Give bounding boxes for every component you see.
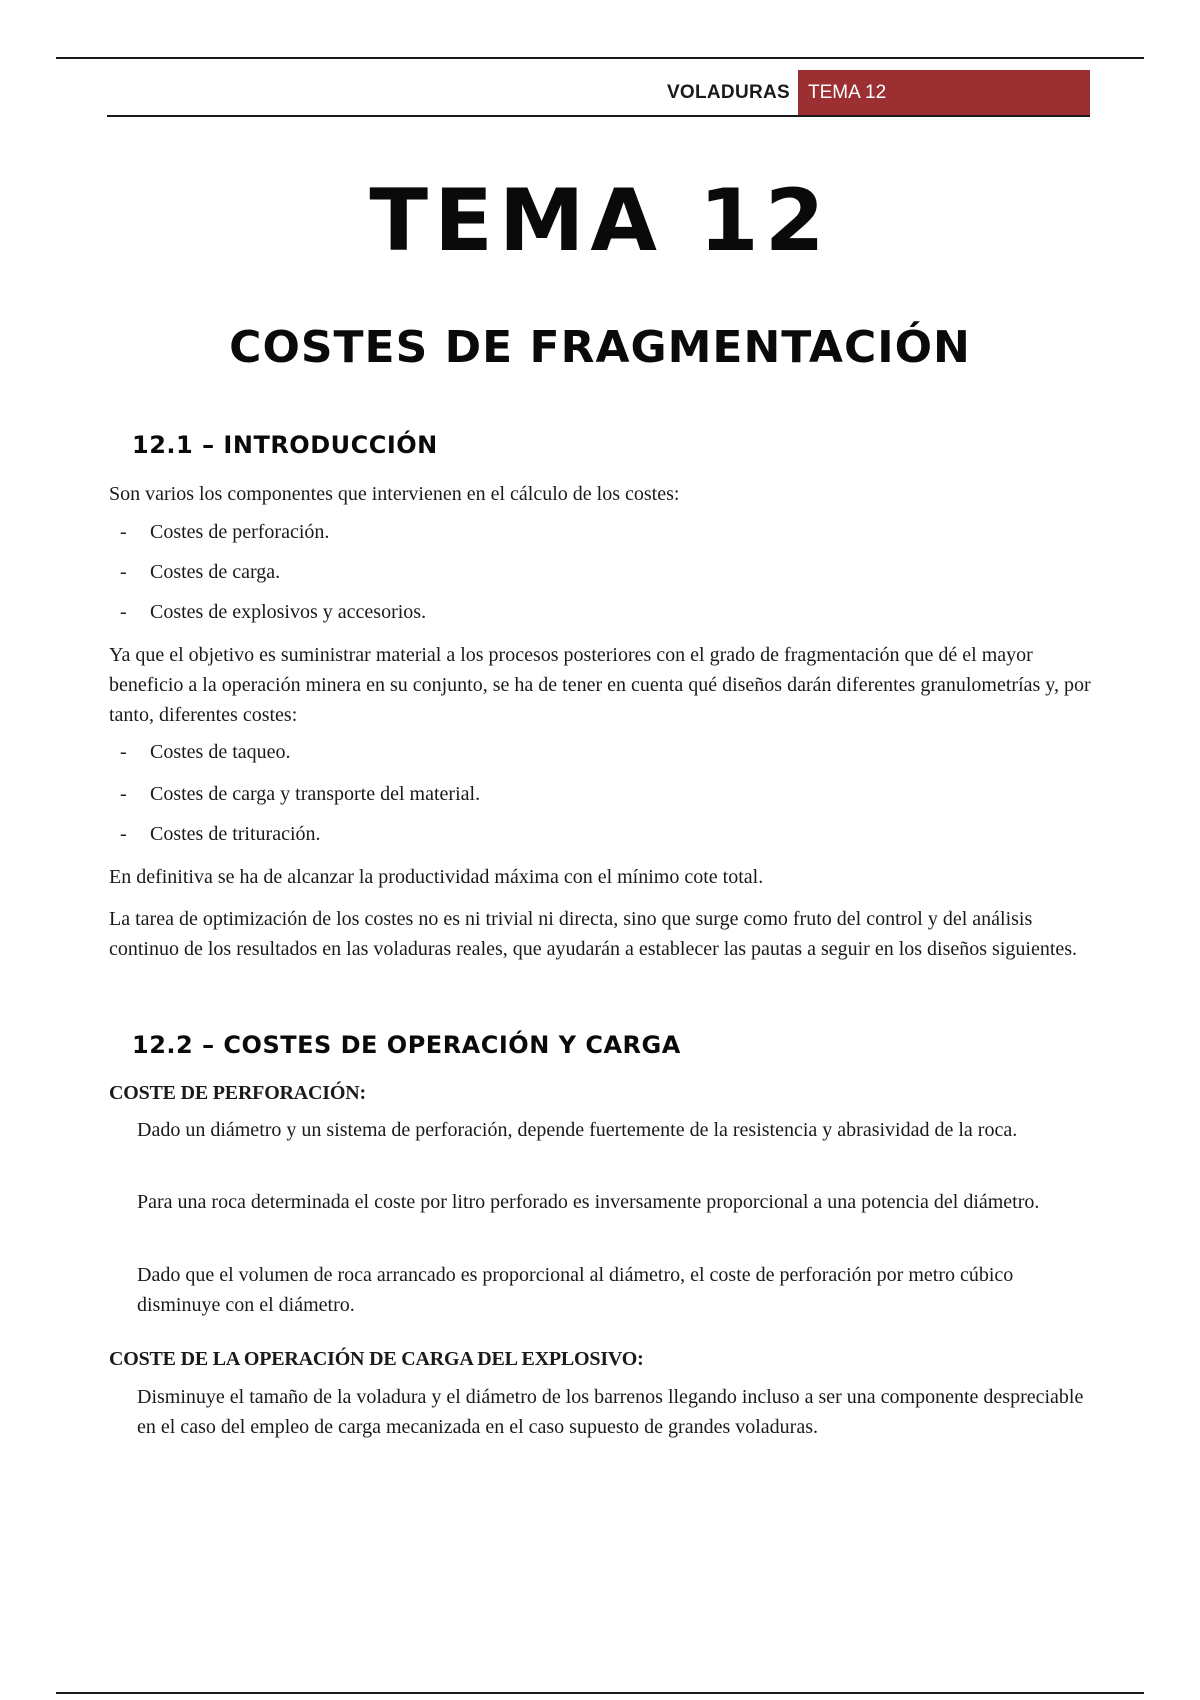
drilling-paragraph-3: Dado que el volumen de roca arrancado es proporcional al diámetro, el coste de perforación por metro cúbico disminuye con el diámetro.: [137, 1264, 1014, 1316]
list-item-text: Costes de trituración.: [150, 823, 321, 845]
list-item: - Costes de carga y transporte del material.: [120, 783, 481, 805]
list-item-text: Costes de taqueo.: [150, 741, 291, 763]
optimization-paragraph: La tarea de optimización de los costes no es ni trivial ni directa, sino que surge como fruto del control y del análisis continuo de los resultados en las voladuras reales, que ayudarán a establecer las pautas a seguir en los diseños siguientes.: [109, 908, 1078, 960]
conclusion-paragraph: En definitiva se ha de alcanzar la productividad máxima con el mínimo cote total.: [109, 866, 764, 888]
header-rule: [107, 115, 1090, 117]
list-item-text: Costes de explosivos y accesorios.: [150, 601, 427, 623]
list-item: - Costes de taqueo.: [120, 741, 291, 763]
drilling-paragraph-2: Para una roca determinada el coste por litro perforado es inversamente proporcional a una potencia del diámetro.: [137, 1191, 1040, 1213]
subheading-drilling-cost: COSTE DE PERFORACIÓN:: [109, 1082, 366, 1104]
page-title: TEMA 12: [369, 171, 831, 271]
section-heading-intro: 12.1 – INTRODUCCIÓN: [132, 431, 438, 459]
list-item: - Costes de explosivos y accesorios.: [120, 601, 427, 623]
bottom-rule: [56, 1692, 1144, 1694]
list-item-text: Costes de carga y transporte del material.: [150, 783, 481, 805]
header-topic-badge: TEMA 12: [798, 70, 1090, 116]
subheading-loading-cost: COSTE DE LA OPERACIÓN DE CARGA DEL EXPLOSIVO:: [109, 1348, 644, 1370]
loading-paragraph: Disminuye el tamaño de la voladura y el diámetro de los barrenos llegando incluso a ser una componente despreciable en el caso del empleo de carga mecanizada en el caso supuesto de grandes voladuras.: [137, 1386, 1084, 1438]
objective-paragraph: Ya que el objetivo es suministrar material a los procesos posteriores con el grado de fragmentación que dé el mayor beneficio a la operación minera en su conjunto, se ha de tener en cuenta qué diseños darán diferentes granulometrías y, por tanto, diferentes costes:: [109, 644, 1091, 726]
list-item: - Costes de trituración.: [120, 823, 321, 845]
drilling-paragraph-1: Dado un diámetro y un sistema de perforación, depende fuertemente de la resistencia y abrasividad de la roca.: [137, 1119, 1018, 1141]
list-item-text: Costes de perforación.: [150, 521, 330, 543]
header-course-label: VOLADURAS: [666, 82, 790, 103]
list-item: - Costes de perforación.: [120, 521, 330, 543]
section-heading-costs: 12.2 – COSTES DE OPERACIÓN Y CARGA: [132, 1031, 681, 1059]
list-item-text: Costes de carga.: [150, 561, 281, 583]
top-rule: [56, 57, 1144, 59]
page-subtitle: COSTES DE FRAGMENTACIÓN: [229, 322, 971, 373]
list-item: - Costes de carga.: [120, 561, 281, 583]
intro-paragraph: Son varios los componentes que intervienen en el cálculo de los costes:: [109, 483, 680, 505]
